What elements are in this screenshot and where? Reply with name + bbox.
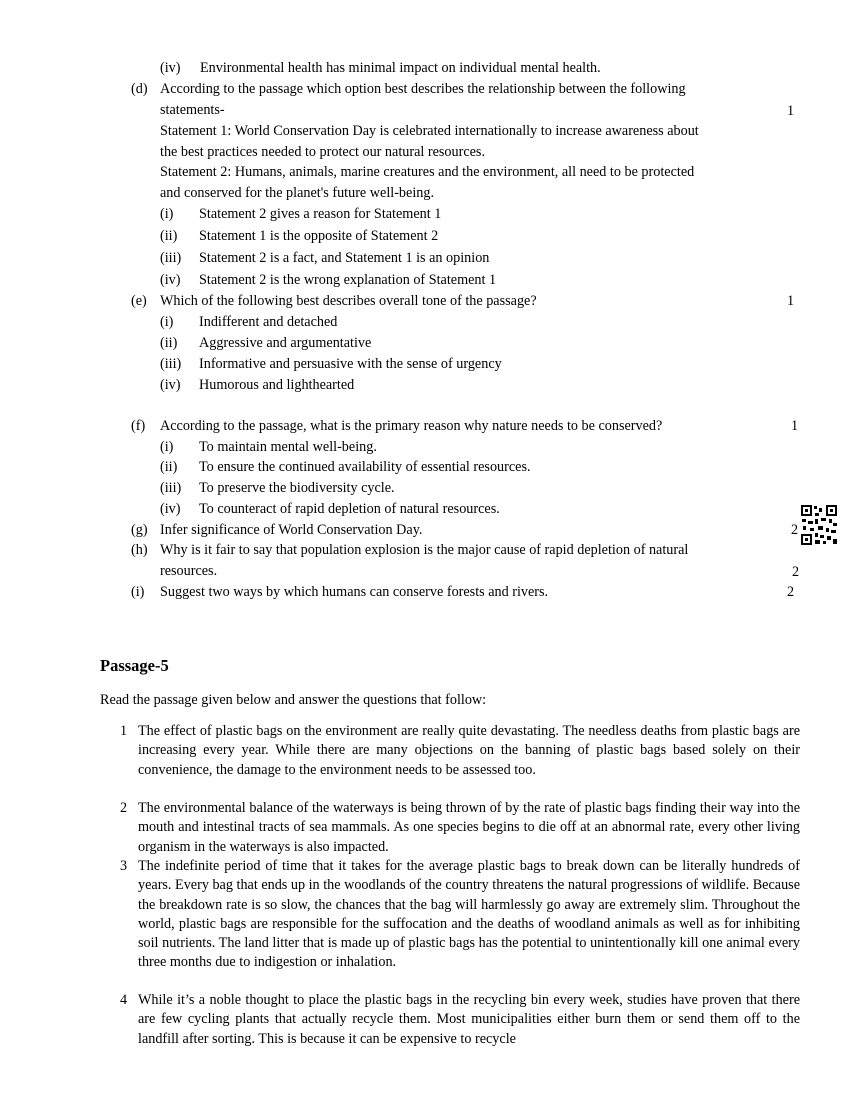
question-label: (f) xyxy=(131,418,146,434)
option-text: To maintain mental well-being. xyxy=(199,439,377,455)
option-text: Environmental health has minimal impact on individual mental health. xyxy=(200,60,601,76)
question-label: (g) xyxy=(131,522,148,538)
option-text: To counteract of rapid depletion of natural resources. xyxy=(199,501,500,517)
paragraph-text: The indefinite period of time that it takes for the average plastic bags to break down can be literally hundreds of years. Every bag that ends up in the woodlands of the country threatens the natural progressions of wildlife. Because the breakdown rate is so slow, the chances that the bag will harmlessly go away are extremely slim. Throughout the world, plastic bags are responsible for the suffocation and the deaths of woodland animals as well as for inhibiting soil nutrients. The land litter that is made up of plastic bags has the potential to unintentionally kill one animal every three months due to indigestion or inhalation. xyxy=(138,858,800,971)
option-text: Statement 2 is a fact, and Statement 1 is an opinion xyxy=(199,250,490,266)
statement-line: the best practices needed to protect our natural resources. xyxy=(160,144,485,160)
option-number: (ii) xyxy=(160,459,178,475)
option-text: Indifferent and detached xyxy=(199,314,338,330)
question-text: Suggest two ways by which humans can conserve forests and rivers. xyxy=(160,584,549,600)
paragraph-text: The effect of plastic bags on the environment are really quite devastating. The needless deaths from plastic bags are increasing every year. While there are many objections on the banning of plastic bags based solely on their convenience, the damage to the environment needs to be assessed too. xyxy=(138,723,800,778)
question-label: (d) xyxy=(131,81,148,97)
option-number: (iv) xyxy=(160,501,181,517)
statement-line: and conserved for the planet's future well-being. xyxy=(160,185,434,201)
question-label: (h) xyxy=(131,542,148,558)
option-number: (i) xyxy=(160,439,174,455)
question-marks: 1 xyxy=(787,293,795,309)
question-marks: 2 xyxy=(791,522,799,538)
option-text: Aggressive and argumentative xyxy=(199,335,372,351)
question-label: (i) xyxy=(131,584,145,600)
option-number: (iii) xyxy=(160,480,182,496)
option-number: (iii) xyxy=(160,250,182,266)
option-text: To preserve the biodiversity cycle. xyxy=(199,480,395,496)
paragraph-text: While it’s a noble thought to place the plastic bags in the recycling bin every week, studies have proven that there are few cycling plants that actually recycle them. Most municipalities either burn them or send them off to the landfill after sorting. This is because it can be expensive to recycle xyxy=(138,992,800,1047)
paragraph-number: 3 xyxy=(120,858,128,874)
passage-title: Passage-5 xyxy=(100,656,169,675)
statement-line: Statement 1: World Conservation Day is celebrated internationally to increase awareness about xyxy=(160,123,699,139)
question-text: statements- xyxy=(160,102,225,118)
option-number: (ii) xyxy=(160,335,178,351)
option-text: Humorous and lighthearted xyxy=(199,377,355,393)
qr-code-icon xyxy=(800,504,838,546)
question-marks: 2 xyxy=(792,564,800,580)
option-number: (iv) xyxy=(160,60,181,76)
option-number: (iv) xyxy=(160,377,181,393)
passage-instruction: Read the passage given below and answer the questions that follow: xyxy=(100,692,487,708)
option-number: (i) xyxy=(160,314,174,330)
question-text: According to the passage which option best describes the relationship between the following xyxy=(160,81,686,97)
question-label: (e) xyxy=(131,293,147,309)
question-text: Infer significance of World Conservation Day. xyxy=(160,522,423,538)
question-text: resources. xyxy=(160,563,218,579)
statement-line: Statement 2: Humans, animals, marine creatures and the environment, all need to be protected xyxy=(160,164,695,180)
question-text: Which of the following best describes overall tone of the passage? xyxy=(160,293,537,309)
option-number: (iii) xyxy=(160,356,182,372)
option-text: Statement 2 gives a reason for Statement 1 xyxy=(199,206,442,222)
paragraph-number: 1 xyxy=(120,723,128,739)
question-marks: 1 xyxy=(791,418,799,434)
question-text: According to the passage, what is the primary reason why nature needs to be conserved? xyxy=(160,418,663,434)
option-text: Statement 2 is the wrong explanation of Statement 1 xyxy=(199,272,497,288)
option-number: (ii) xyxy=(160,228,178,244)
paragraph-text: The environmental balance of the waterways is being thrown of by the rate of plastic bags finding their way into the mouth and intestinal tracts of sea mammals. As one species begins to die off at an abnormal rate, every other living organism in the waterways is also impacted. xyxy=(138,800,800,855)
option-text: Statement 1 is the opposite of Statement 2 xyxy=(199,228,439,244)
question-text: Why is it fair to say that population explosion is the major cause of rapid depletion of natural xyxy=(160,542,689,558)
option-text: Informative and persuasive with the sense of urgency xyxy=(199,356,502,372)
question-marks: 2 xyxy=(787,584,795,600)
question-marks: 1 xyxy=(787,103,795,119)
option-text: To ensure the continued availability of essential resources. xyxy=(199,459,531,475)
option-number: (i) xyxy=(160,206,174,222)
option-number: (iv) xyxy=(160,272,181,288)
paragraph-number: 2 xyxy=(120,800,128,816)
paragraph-number: 4 xyxy=(120,992,128,1008)
